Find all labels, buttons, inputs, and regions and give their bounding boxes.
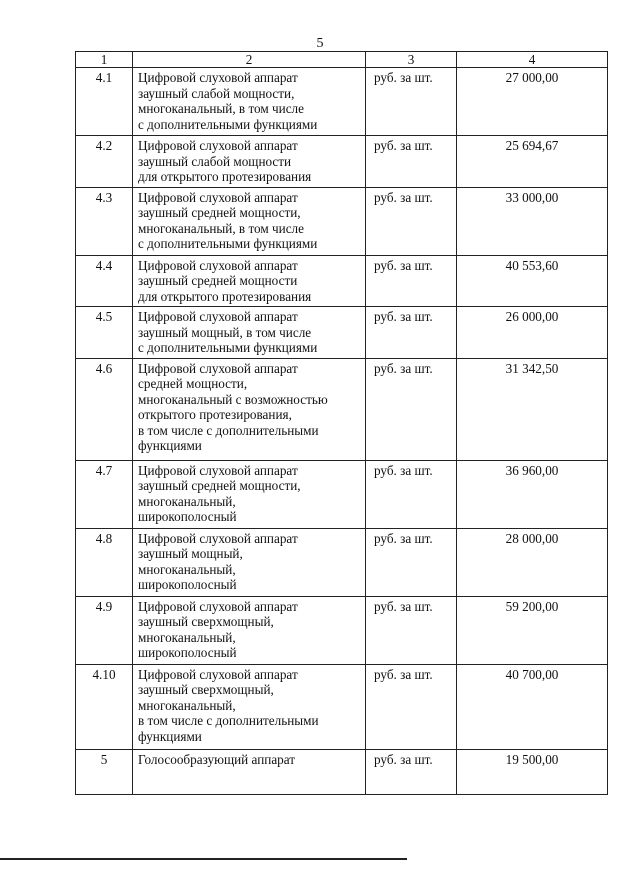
price-table — [75, 51, 608, 795]
table-header — [76, 52, 608, 68]
description-line: многоканальный, в том числе — [138, 101, 304, 116]
row-number: 4.10 — [76, 664, 133, 749]
description-line: Цифровой слуховой аппарат — [138, 666, 298, 682]
row-number: 4.3 — [76, 187, 133, 255]
description-line: функциями — [138, 438, 202, 453]
description-line: многоканальный с возможностью — [138, 391, 328, 407]
description-line: многоканальный, — [138, 629, 236, 645]
description-line: заушный мощный, в том числе — [138, 324, 312, 340]
row-number: 4.4 — [76, 255, 133, 307]
row-description — [133, 749, 366, 794]
description-line: заушный слабой мощности — [138, 153, 292, 169]
row-price: 36 960,00 — [457, 460, 608, 528]
row-description — [133, 460, 366, 528]
row-unit: руб. за шт. — [366, 749, 457, 794]
description-line: заушный средней мощности — [138, 273, 298, 288]
header-col-1: 1 — [76, 52, 133, 68]
description-line: заушный средней мощности, — [138, 205, 301, 220]
row-unit: руб. за шт. — [366, 307, 457, 359]
table-row — [76, 460, 608, 528]
description-line: Цифровой слуховой аппарат — [138, 462, 298, 478]
page-number: 5 — [316, 36, 324, 51]
description-line: Цифровой слуховой аппарат — [138, 189, 298, 205]
description-line: средней мощности, — [138, 376, 248, 391]
description-line: многоканальный, в том числе — [138, 220, 304, 236]
row-number: 4.8 — [76, 528, 133, 596]
row-description — [133, 358, 366, 460]
description-line: в том числе с дополнительными — [138, 713, 319, 728]
row-description — [133, 596, 366, 664]
row-number: 4.2 — [76, 136, 133, 188]
row-unit: руб. за шт. — [366, 460, 457, 528]
description-line: заушный средней мощности, — [138, 478, 301, 493]
row-price: 40 553,60 — [457, 255, 608, 307]
description-line: Цифровой слуховой аппарат — [138, 309, 298, 324]
table-row — [76, 358, 608, 460]
description-line: многоканальный, — [138, 697, 236, 713]
description-line: в том числе с дополнительными — [138, 422, 319, 438]
header-col-4: 4 — [457, 52, 608, 68]
row-unit: руб. за шт. — [366, 255, 457, 307]
table-row — [76, 136, 608, 188]
row-unit: руб. за шт. — [366, 664, 457, 749]
table-row — [76, 664, 608, 749]
row-unit: руб. за шт. — [366, 358, 457, 460]
description-line: заушный сверхмощный, — [138, 614, 274, 629]
table-row — [76, 749, 608, 794]
description-line: открытого протезирования, — [138, 407, 292, 422]
row-number: 4.1 — [76, 68, 133, 136]
table-row — [76, 187, 608, 255]
row-price: 19 500,00 — [457, 749, 608, 794]
description-line: широкополосный — [138, 577, 237, 592]
table-row — [76, 68, 608, 136]
header-row — [76, 52, 608, 68]
row-unit: руб. за шт. — [366, 187, 457, 255]
row-price: 25 694,67 — [457, 136, 608, 188]
footer-divider — [0, 858, 407, 860]
description-line: с дополнительными функциями — [138, 236, 318, 251]
description-line: с дополнительными функциями — [138, 340, 318, 355]
row-price: 33 000,00 — [457, 187, 608, 255]
header-col-2: 2 — [133, 52, 366, 68]
row-description — [133, 255, 366, 307]
description-line: функциями — [138, 728, 202, 744]
description-line: для открытого протезирования — [138, 288, 312, 304]
description-line: заушный мощный, — [138, 546, 243, 561]
description-line: широкополосный — [138, 509, 237, 524]
row-price: 26 000,00 — [457, 307, 608, 359]
description-line: широкополосный — [138, 645, 237, 660]
row-description — [133, 528, 366, 596]
row-price: 40 700,00 — [457, 664, 608, 749]
description-line: заушный сверхмощный, — [138, 682, 274, 697]
description-line: Цифровой слуховой аппарат — [138, 360, 298, 376]
row-description — [133, 136, 366, 188]
row-number: 4.7 — [76, 460, 133, 528]
description-line: Цифровой слуховой аппарат — [138, 257, 298, 273]
row-unit: руб. за шт. — [366, 596, 457, 664]
row-price: 28 000,00 — [457, 528, 608, 596]
description-line: Цифровой слуховой аппарат — [138, 138, 298, 153]
table-row — [76, 307, 608, 359]
row-price: 27 000,00 — [457, 68, 608, 136]
row-unit: руб. за шт. — [366, 68, 457, 136]
row-unit: руб. за шт. — [366, 136, 457, 188]
row-number: 4.5 — [76, 307, 133, 359]
description-line: многоканальный, — [138, 561, 236, 577]
description-line: с дополнительными функциями — [138, 116, 318, 132]
row-price: 59 200,00 — [457, 596, 608, 664]
table-row — [76, 596, 608, 664]
header-col-3: 3 — [366, 52, 457, 68]
description-line: заушный слабой мощности, — [138, 85, 295, 101]
description-line: для открытого протезирования — [138, 169, 312, 184]
row-price: 31 342,50 — [457, 358, 608, 460]
row-description — [133, 307, 366, 359]
row-number: 4.9 — [76, 596, 133, 664]
description-line: Голосообразующий аппарат — [138, 751, 296, 767]
table-body — [76, 68, 608, 795]
description-line: многоканальный, — [138, 493, 236, 509]
description-line: Цифровой слуховой аппарат — [138, 598, 298, 614]
table-row — [76, 528, 608, 596]
row-description — [133, 664, 366, 749]
row-description — [133, 68, 366, 136]
row-number: 5 — [76, 749, 133, 794]
row-number: 4.6 — [76, 358, 133, 460]
row-description — [133, 187, 366, 255]
table-row — [76, 255, 608, 307]
row-unit: руб. за шт. — [366, 528, 457, 596]
description-line: Цифровой слуховой аппарат — [138, 70, 298, 85]
description-line: Цифровой слуховой аппарат — [138, 530, 298, 546]
